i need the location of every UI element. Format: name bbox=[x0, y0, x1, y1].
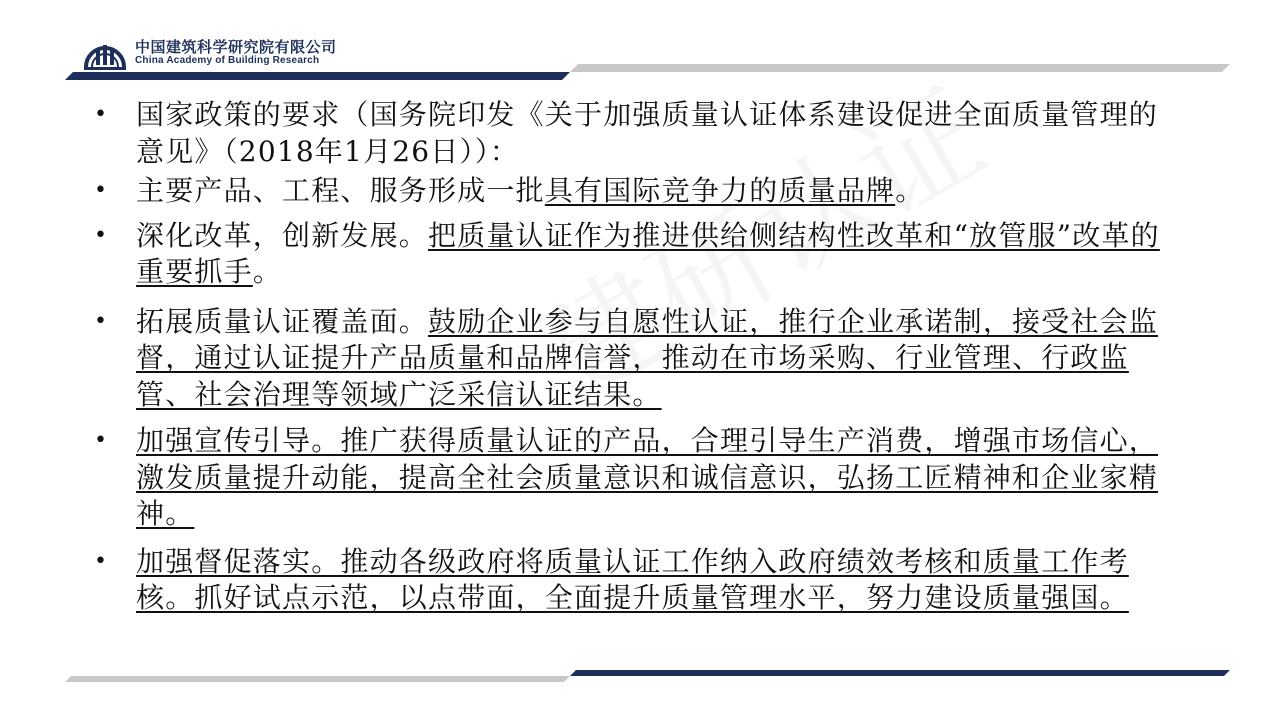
item-text: 国家政策的要求（国务院印发《关于加强质量认证体系建设促进全面质量管理的意见》（2018年1月26日））： bbox=[136, 98, 1159, 168]
bullet-list bbox=[94, 97, 1174, 617]
header bbox=[0, 0, 1280, 90]
item-tail: 。 bbox=[252, 255, 283, 288]
list-item bbox=[94, 218, 1174, 291]
org-name-en: China Academy of Building Research bbox=[135, 55, 320, 66]
item-text: 主要产品、工程、服务形成一批 bbox=[136, 174, 545, 207]
item-underlined-text: 加强宣传引导。推广获得质量认证的产品，合理引导生产消费，增强市场信心，激发质量提升动能，提高全社会质量意识和诚信意识，弘扬工匠精神和企业家精神。 bbox=[136, 424, 1159, 530]
list-item bbox=[94, 304, 1174, 414]
bullet-icon: • bbox=[94, 178, 109, 203]
bullet-icon: • bbox=[94, 548, 109, 574]
item-underlined-text: 具有国际竞争力的质量品牌 bbox=[544, 174, 896, 207]
footer-divider bbox=[65, 670, 1230, 682]
list-item bbox=[94, 423, 1174, 533]
list-item bbox=[94, 544, 1174, 617]
item-underlined-text: 鼓励企业参与自愿性认证，推行企业承诺制，接受社会监督，通过认证提升产品质量和品牌信誉，推动在市场采购、行业管理、行政监管、社会治理等领域广泛采信认证结果。 bbox=[136, 304, 1159, 411]
list-item bbox=[94, 173, 1174, 210]
item-tail: 。 bbox=[895, 174, 925, 207]
header-divider bbox=[65, 64, 1230, 80]
org-name-cn: 中国建筑科学研究院有限公司 bbox=[135, 38, 337, 56]
bullet-icon: • bbox=[94, 428, 109, 453]
list-item bbox=[94, 97, 1174, 170]
bullet-icon: • bbox=[94, 222, 109, 248]
bullet-icon: • bbox=[94, 102, 109, 127]
item-text: 拓展质量认证覆盖面。 bbox=[136, 304, 429, 338]
item-underlined-text: 把质量认证作为推进供给侧结构性改革和“放管服”改革的重要抓手 bbox=[136, 218, 1160, 288]
bullet-icon: • bbox=[94, 308, 109, 334]
item-underlined-text: 加强督促落实。推动各级政府将质量认证工作纳入政府绩效考核和质量工作考核。抓好试点示范，以点带面，全面提升质量管理水平，努力建设质量强国。 bbox=[136, 544, 1129, 614]
item-text: 深化改革，创新发展。 bbox=[136, 218, 429, 252]
